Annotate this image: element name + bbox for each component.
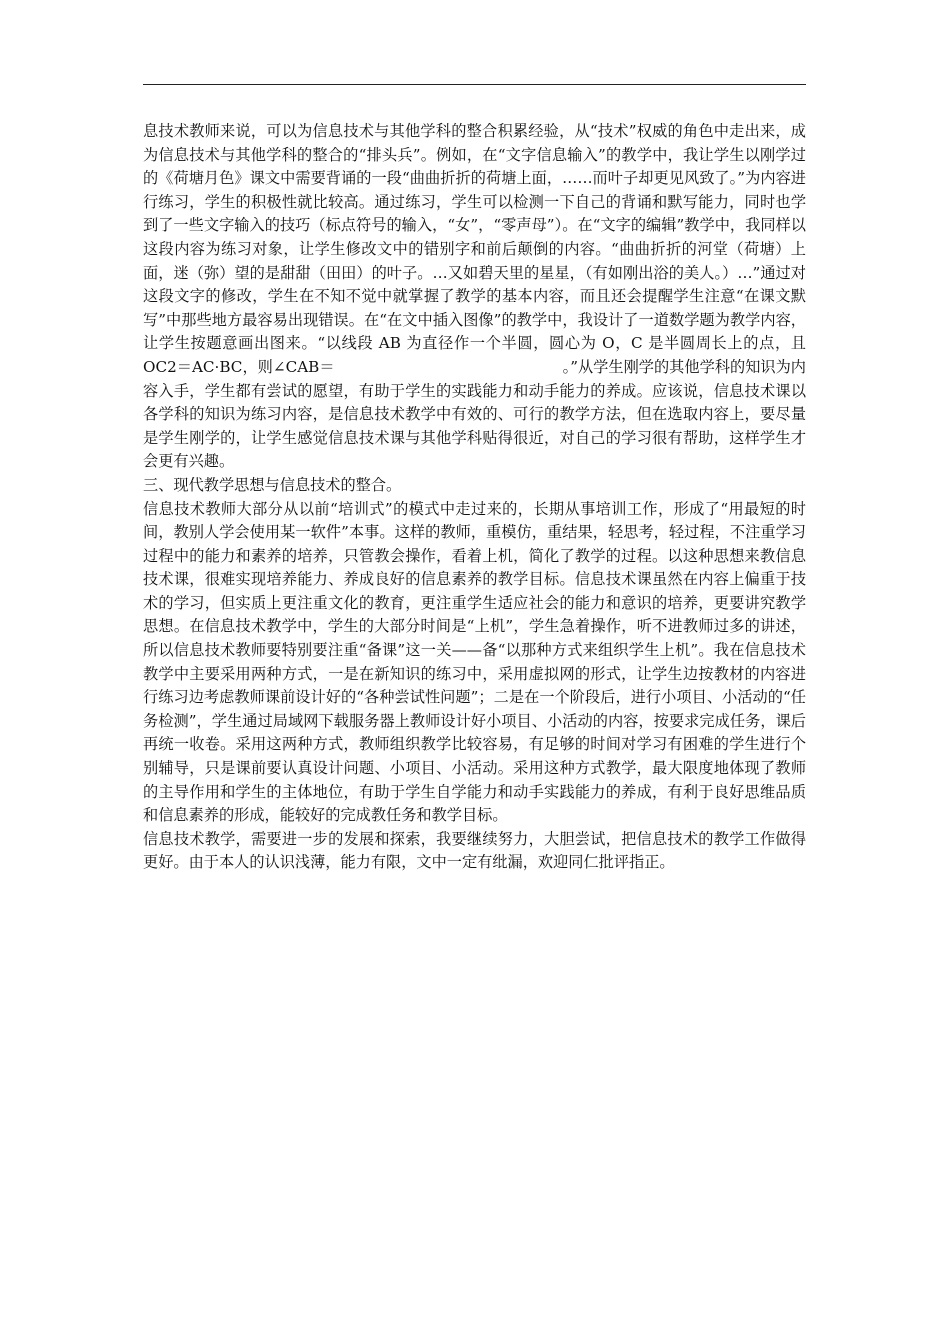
- paragraph-teaching-methods: 信息技术教师大部分从以前“培训式”的模式中走过来的，长期从事培训工作，形成了“用最短的时间，教别人学会使用某一软件”本事。这样的教师，重模仿，重结果，轻思考，轻过程，不注重学习过程中的能力和素养的培养，只管教会操作，看着上机，简化了教学的过程。以这种思想来教信息技术课，很难实现培养能力、养成良好的信息素养的教学目标。信息技术课虽然在内容上偏重于技术的学习，但实质上更注重文化的教育，更注重学生适应社会的能力和意识的培养，更要讲究教学思想。在信息技术教学中，学生的大部分时间是“上机”，学生急着操作，听不进教师过多的讲述，所以信息技术教师要特别要注重“备课”这一关——备“以那种方式来组织学生上机”。我在信息技术教学中主要采用两种方式，一是在新知识的练习中，采用虚拟网的形式，让学生边按教材的内容进行练习边考虑教师课前设计好的“各种尝试性问题”；二是在一个阶段后，进行小项目、小活动的“任务检测”，学生通过局域网下载服务器上教师设计好小项目、小活动的内容，按要求完成任务，课后再统一收卷。采用这两种方式，教师组织教学比较容易，有足够的时间对学习有困难的学生进行个别辅导，只是课前要认真设计问题、小项目、小活动。采用这种方式教学，最大限度地体现了教师的主导作用和学生的主体地位，有助于学生自学能力和动手实践能力的养成，有利于良好思维品质和信息素养的形成，能较好的完成教任务和教学目标。: [143, 499, 806, 825]
- section-heading-teaching-thought: 三、现代教学思想与信息技术的整合。: [143, 475, 402, 494]
- document-body: [143, 120, 806, 875]
- paragraph-conclusion: 信息技术教学，需要进一步的发展和探索，我要继续努力，大胆尝试，把信息技术的教学工作做得更好。由于本人的认识浅薄，能力有限，文中一定有纰漏，欢迎同仁批评指正。: [143, 829, 806, 872]
- paragraph-integration-examples: 息技术教师来说，可以为信息技术与其他学科的整合积累经验，从“技术”权威的角色中走出来，成为信息技术与其他学科的整合的“排头兵”。例如，在“文字信息输入”的教学中，我让学生以刚学过的《荷塘月色》课文中需要背诵的一段“曲曲折折的荷塘上面，……而叶子却更见风致了。”为内容进行练习，学生的积极性就比较高。通过练习，学生可以检测一下自己的背诵和默写能力，同时也学到了一些文字输入的技巧（标点符号的输入，“女”，“零声母”）。在“文字的编辑”教学中，我同样以这段内容为练习对象，让学生修改文中的错别字和前后颠倒的内容。“曲曲折折的河堂（荷塘）上面，迷（弥）望的是甜甜（田田）的叶子。…又如碧天里的星星，（有如刚出浴的美人。）…”通过对这段文字的修改，学生在不知不觉中就掌握了教学的基本内容，而且还会提醒学生注意“在课文默写”中那些地方最容易出现错误。在“在文中插入图像”的教学中，我设计了一道数学题为教学内容，让学生按题意画出图来。“以线段 AB 为直径作一个半圆，圆心为 O，C 是半圆周长上的点，且 OC2＝AC·BC，则∠CAB＝ 。”从学生刚学的其他学科的知识为内容入手，学生都有尝试的愿望，有助于学生的实践能力和动手能力的养成。应该说，信息技术课以各学科的知识为练习内容，是信息技术教学中有效的、可行的教学方法，但在选取内容上，要尽量是学生刚学的，让学生感觉信息技术课与其他学科贴得很近，对自己的学习很有帮助，这样学生才会更有兴趣。: [143, 122, 806, 471]
- header-rule: [143, 84, 806, 85]
